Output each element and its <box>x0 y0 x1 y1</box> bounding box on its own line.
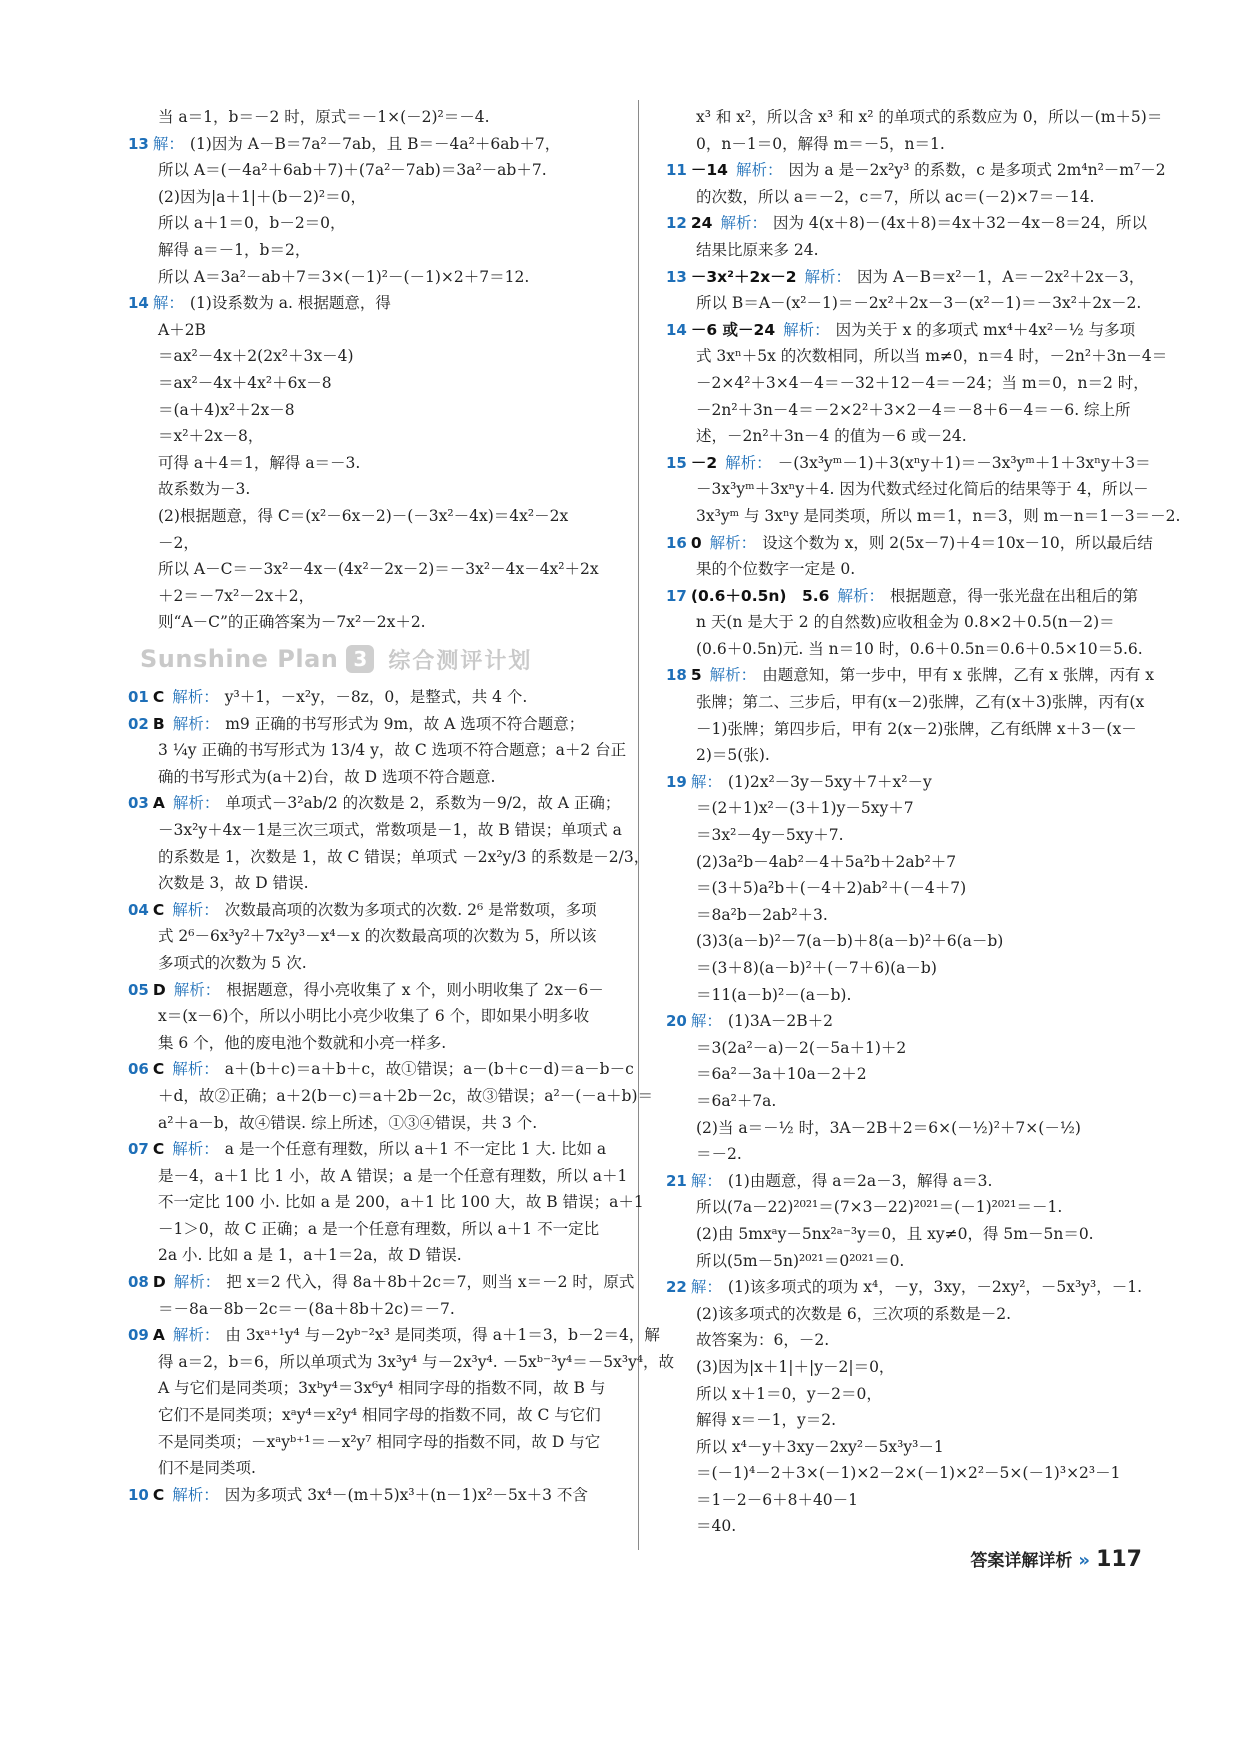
text-line <box>666 928 1156 955</box>
answer-item-start <box>666 1168 1156 1195</box>
line-text: 集 6 个，他的废电池个数就和小亮一样多. <box>158 1033 447 1052</box>
text-line <box>128 157 618 184</box>
answer-choice: －2 <box>690 453 718 472</box>
question-number: 08 <box>128 1273 149 1292</box>
line-text: 所以 A＝(－4a²＋6ab＋7)＋(7a²－7ab)＝3a²－ab＋7. <box>158 161 547 180</box>
text-line <box>128 1242 618 1269</box>
question-number: 21 <box>666 1171 687 1190</box>
line-text: 设这个数为 x，则 2(5x－7)＋4＝10x－10，所以最后结 <box>762 533 1153 552</box>
text-line <box>666 131 1156 158</box>
text-line <box>666 1381 1156 1408</box>
line-text: 所以(7a－22)²⁰²¹＝(7×3－22)²⁰²¹＝(－1)²⁰²¹＝－1. <box>696 1198 1063 1217</box>
answer-item-start <box>128 977 618 1004</box>
question-number: 13 <box>666 267 687 286</box>
line-text: 次数是 3，故 D 错误. <box>158 874 309 893</box>
question-number: 10 <box>128 1485 149 1504</box>
line-text: ＝3(2a²－a)－2(－5a＋1)＋2 <box>696 1038 907 1057</box>
answer-choice: －3x²＋2x－2 <box>690 267 797 286</box>
line-text: 根据题意，得小亮收集了 x 个，则小明收集了 2x－6－ <box>226 980 604 999</box>
text-line <box>666 503 1181 530</box>
question-number: 15 <box>666 453 687 472</box>
text-line <box>666 689 1156 716</box>
line-text: 式 2⁶－6x³y²＋7x²y³－x⁴－x 的次数最高项的次数为 5，所以该 <box>158 927 597 946</box>
text-line <box>128 476 618 503</box>
answer-item-start <box>128 1136 618 1163</box>
line-text: 2)＝5(张). <box>696 746 770 765</box>
line-text: 3 ¼y 正确的书写形式为 13/4 y，故 C 选项不符合题意；a＋2 台正 <box>158 741 627 760</box>
line-text: 所以 A－C＝－3x²－4x－(4x²－2x－2)＝－3x²－4x－4x²＋2x <box>158 560 599 579</box>
text-line <box>128 950 618 977</box>
line-text: 结果比原来多 24. <box>696 240 819 259</box>
line-text: 由题意知，第一步中，甲有 x 张牌，乙有 x 张牌，丙有 x <box>762 666 1155 685</box>
line-text: 式 3xⁿ＋5x 的次数相同，所以当 m≠0，n＝4 时，－2n²＋3n－4＝ <box>696 347 1168 366</box>
line-text: －3x²y＋4x－1是三次三项式，常数项是－1，故 B 错误；单项式 a <box>158 820 622 839</box>
text-line <box>128 343 618 370</box>
text-line <box>128 1003 618 1030</box>
text-line <box>666 1434 1156 1461</box>
text-line <box>666 795 1156 822</box>
line-text: m9 正确的书写形式为 9m，故 A 选项不符合题意； <box>225 714 585 733</box>
text-line <box>128 503 618 530</box>
text-line <box>128 817 622 844</box>
text-line <box>666 556 1156 583</box>
answer-choice: C <box>152 1060 165 1079</box>
line-text: 所以 a＋1＝0，b－2＝0， <box>158 214 346 233</box>
line-text: A＋2B <box>158 320 206 339</box>
banner-chinese-title: 综合测评计划 <box>388 648 533 674</box>
line-text: 2a 小. 比如 a 是 1，a＋1＝2a，故 D 错误. <box>158 1246 462 1265</box>
answer-item-start <box>128 684 618 711</box>
line-text: 不一定比 100 小. 比如 a 是 200，a＋1 比 100 大，故 B 错误；a＋1 <box>158 1193 644 1212</box>
line-text: 0，n－1＝0，解得 m＝－5，n＝1. <box>696 134 945 153</box>
text-line <box>128 870 618 897</box>
line-text: 它们不是同类项；xᵃy⁴＝x²y⁴ 相同字母的指数不同，故 C 与它们 <box>158 1406 601 1425</box>
line-text: 的次数，所以 a＝－2，c＝7，所以 ac＝(－2)×7＝－14. <box>696 187 1095 206</box>
line-text: －3x³yᵐ＋3xⁿy＋4. 因为代数式经过化简后的结果等于 4，所以－ <box>696 480 1149 499</box>
text-line <box>666 290 1156 317</box>
line-text: 单项式－3²ab/2 的次数是 2，系数为－9/2，故 A 正确； <box>225 794 621 813</box>
question-number: 14 <box>666 320 687 339</box>
question-number: 16 <box>666 533 687 552</box>
line-text: y³＋1，－x²y，－8z，0，是整式，共 4 个. <box>224 688 528 706</box>
question-number: 17 <box>666 586 687 605</box>
text-line <box>128 397 618 424</box>
answer-item-start <box>128 1269 635 1296</box>
footer-label: 答案详解详析 <box>970 1551 1073 1571</box>
line-text: 3x³yᵐ 与 3xⁿy 是同类项，所以 m＝1，n＝3，则 m－n＝1－3＝－2. <box>696 506 1181 525</box>
line-text: 们不是同类项. <box>158 1459 256 1478</box>
banner-english-title: Sunshine Plan <box>140 645 339 673</box>
analysis-label: 解析： <box>725 453 772 472</box>
text-line <box>666 1460 1156 1487</box>
line-text: 所以 B＝A－(x²－1)＝－2x²＋2x－3－(x²－1)＝－3x²＋2x－2. <box>696 294 1142 313</box>
answer-item-start <box>666 264 1156 291</box>
answer-item-start <box>128 1056 634 1083</box>
text-line <box>128 609 618 636</box>
line-text: ＝－8a－8b－2c＝－(8a＋8b＋2c)＝－7. <box>158 1299 455 1318</box>
line-text: 不是同类项；－xᵃyᵇ⁺¹＝－x²y⁷ 相同字母的指数不同，故 D 与它 <box>158 1432 601 1451</box>
question-number: 14 <box>128 294 149 313</box>
answer-choice: 5 <box>690 666 702 685</box>
text-line <box>128 530 618 557</box>
line-text: 确的书写形式为(a＋2)台，故 D 选项不符合题意. <box>158 767 496 786</box>
line-text: 故答案为：6，－2. <box>696 1331 830 1350</box>
text-line <box>128 104 618 131</box>
text-line <box>128 237 618 264</box>
analysis-label: 解析： <box>173 1273 221 1292</box>
banner-number-badge: 3 <box>346 645 374 673</box>
line-text: (3)3(a－b)²－7(a－b)＋8(a－b)²＋6(a－b) <box>696 932 1004 951</box>
text-line <box>128 1429 618 1456</box>
line-text: 所以(5m－5n)²⁰²¹＝0²⁰²¹＝0. <box>696 1251 905 1270</box>
line-text: －2n²＋3n－4＝－2×2²＋3×2－4＝－8＋6－4＝－6. 综上所 <box>696 400 1131 419</box>
line-text: 所以 x⁴－y＋3xy－2xy²－5x³y³－1 <box>696 1437 944 1456</box>
answer-item-start <box>666 210 1156 237</box>
text-line <box>666 636 1156 663</box>
line-text: (2)由 5mxᵃy－5nx²ᵃ⁻³y＝0，且 xy≠0，得 5m－5n＝0. <box>696 1224 1094 1243</box>
question-number: 19 <box>666 772 687 791</box>
line-text: a＋(b＋c)＝a＋b＋c，故①错误；a－(b＋c－d)＝a－b－c <box>224 1060 634 1079</box>
line-text: (0.6＋0.5n)元. 当 n＝10 时，0.6＋0.5n＝0.6＋0.5×10＝5.6. <box>696 639 1143 658</box>
answer-choice: A <box>152 1326 165 1345</box>
line-text: 的系数是 1，次数是 1，故 C 错误；单项式 －2x²y/3 的系数是－2/3， <box>158 847 650 866</box>
line-text: ＝－2. <box>696 1145 742 1164</box>
text-line <box>128 423 618 450</box>
line-text: 由 3xᵃ⁺¹y⁴ 与－2yᵇ⁻²x³ 是同类项，得 a＋1＝3，b－2＝4，解 <box>225 1326 660 1345</box>
line-text: 次数最高项的次数为多项式的次数. 2⁶ 是常数项，多项 <box>224 900 597 919</box>
line-text: (2)因为|a＋1|＋(b－2)²＝0， <box>158 187 366 206</box>
answer-choice: (0.6＋0.5n) 5.6 <box>690 586 830 605</box>
answer-item-start <box>666 662 1156 689</box>
text-line <box>128 1030 618 1057</box>
line-text: 当 a＝1，b＝－2 时，原式＝－1×(－2)²＝－4. <box>158 108 490 126</box>
line-text: 因为 a 是－2x²y³ 的系数，c 是多项式 2m⁴n²－m⁷－2 <box>788 161 1166 180</box>
text-line <box>128 1349 675 1376</box>
left-column <box>128 104 618 636</box>
line-text: ＝3x²－4y－5xy＋7. <box>696 826 844 845</box>
solution-label: 解： <box>690 1012 722 1031</box>
line-text: (2)当 a＝－½ 时，3A－2B＋2＝6×(－½)²＋7×(－½) <box>696 1118 1081 1137</box>
answer-choice: C <box>152 1140 165 1159</box>
analysis-label: 解析： <box>172 1326 220 1345</box>
line-text: ＝(3＋8)(a－b)²＋(－7＋6)(a－b) <box>696 959 937 977</box>
analysis-label: 解析： <box>735 161 783 180</box>
answer-item-start <box>666 1008 1156 1035</box>
line-text: ＝1－2－6＋8＋40－1 <box>696 1490 859 1509</box>
text-line <box>666 822 1156 849</box>
line-text: ＝6a²＋7a. <box>696 1091 777 1110</box>
answer-item-start <box>128 790 621 817</box>
text-line <box>666 1327 1156 1354</box>
answer-item-start <box>128 131 618 158</box>
text-line <box>666 184 1156 211</box>
text-line <box>128 1083 654 1110</box>
question-number: 13 <box>128 134 149 153</box>
section-banner <box>140 642 610 676</box>
answer-item-start <box>666 1274 1156 1301</box>
text-line <box>666 1035 1156 1062</box>
analysis-label: 解析： <box>172 1485 219 1504</box>
line-text: 因为多项式 3x⁴－(m＋5)x³＋(n－1)x²－5x＋3 不含 <box>224 1485 588 1504</box>
line-text: －(3x³yᵐ－1)＋3(xⁿy＋1)＝－3x³yᵐ＋1＋3xⁿy＋3＝ <box>777 453 1151 472</box>
right-column <box>666 104 1181 1540</box>
answer-item-start <box>666 317 1156 344</box>
line-text: 把 x＝2 代入，得 8a＋8b＋2c＝7，则当 x＝－2 时，原式 <box>226 1273 635 1292</box>
text-line <box>666 1248 1156 1275</box>
line-text: ＋2＝－7x²－2x＋2， <box>158 586 315 605</box>
line-text: 得 a＝2，b＝6，所以单项式为 3x³y⁴ 与－2x³y⁴. －5xᵇ⁻³y⁴＝－5x³y⁴，故 <box>158 1352 675 1371</box>
line-text: (2)根据题意，得 C＝(x²－6x－2)－(－3x²－4x)＝4x²－2x <box>158 506 569 525</box>
line-text: 多项式的次数为 5 次. <box>158 953 307 972</box>
line-text: a 是一个任意有理数，所以 a＋1 不一定比 1 大. 比如 a <box>224 1140 607 1159</box>
question-number: 20 <box>666 1012 687 1031</box>
analysis-label: 解析： <box>709 533 757 552</box>
line-text: (1)2x²－3y－5xy＋7＋x²－y <box>727 772 932 791</box>
analysis-label: 解析： <box>837 586 884 605</box>
text-line <box>128 184 618 211</box>
answer-choice: B <box>152 714 165 733</box>
line-text: a²＋a－b，故④错误. 综上所述，①③④错误，共 3 个. <box>158 1113 538 1132</box>
answer-choice: C <box>152 900 165 919</box>
answer-choice: 24 <box>690 214 713 233</box>
text-line <box>666 1513 1156 1540</box>
text-line <box>666 104 1163 131</box>
line-text: 因为 4(x＋8)－(4x＋8)＝4x＋32－4x－8＝24，所以 <box>772 214 1148 233</box>
answer-item-start <box>128 897 618 924</box>
line-text: ＝ax²－4x＋4x²＋6x－8 <box>158 373 332 392</box>
question-number: 12 <box>666 214 687 233</box>
text-line <box>666 343 1168 370</box>
text-line <box>128 1455 618 1482</box>
answer-choice: C <box>152 688 165 706</box>
answer-choice: C <box>152 1485 165 1504</box>
answer-item-start <box>128 1322 660 1349</box>
text-line <box>666 237 1156 264</box>
line-text: (1)该多项式的项为 x⁴，－y，3xy，－2xy²，－5x³y³，－1. <box>727 1278 1142 1297</box>
text-line <box>666 902 1156 929</box>
text-line <box>666 1061 1156 1088</box>
line-text: 则“A－C”的正确答案为－7x²－2x＋2. <box>158 613 426 632</box>
answer-choice: －14 <box>690 161 728 180</box>
answer-choice: D <box>152 1273 166 1292</box>
line-text: －1)张牌；第四步后，甲有 2(x－2)张牌，乙有纸牌 x＋3－(x－ <box>696 719 1137 738</box>
left-column-continued <box>128 684 675 1508</box>
text-line <box>128 583 618 610</box>
text-line <box>666 1407 1156 1434</box>
answer-choice: －6 或－24 <box>690 320 776 339</box>
line-text: ＝(a＋4)x²＋2x－8 <box>158 400 295 419</box>
line-text: 述，－2n²＋3n－4 的值为－6 或－24. <box>696 427 967 446</box>
text-line <box>128 737 627 764</box>
text-line <box>128 1296 618 1323</box>
answer-item-start <box>666 769 1156 796</box>
analysis-label: 解析： <box>172 1140 219 1159</box>
line-text: (1)3A－2B＋2 <box>727 1012 834 1031</box>
text-line <box>128 1375 618 1402</box>
text-line <box>666 476 1156 503</box>
answer-item-start <box>666 450 1156 477</box>
line-text: x＝(x－6)个，所以小明比小亮少收集了 6 个，即如果小明多收 <box>158 1007 590 1026</box>
answer-item-start <box>128 711 618 738</box>
analysis-label: 解析： <box>172 1060 219 1079</box>
line-text: ＝x²＋2x－8， <box>158 427 264 446</box>
line-text: 因为关于 x 的多项式 mx⁴＋4x²－½ 与多项 <box>835 320 1136 339</box>
page-number: 117 <box>1096 1547 1142 1572</box>
analysis-label: 解析： <box>172 714 220 733</box>
line-text: (1)设系数为 a. 根据题意，得 <box>189 294 391 313</box>
line-text: 解得 x＝－1，y＝2. <box>696 1411 837 1430</box>
line-text: ＝(－1)⁴－2＋3×(－1)×2－2×(－1)×2²－5×(－1)³×2³－1 <box>696 1464 1121 1483</box>
text-line <box>666 609 1156 636</box>
text-line <box>128 1402 618 1429</box>
line-text: －1＞0，故 C 正确；a 是一个任意有理数，所以 a＋1 不一定比 <box>158 1219 600 1238</box>
line-text: 果的个位数字一定是 0. <box>696 560 856 579</box>
line-text: 所以 x＋1＝0，y－2＝0， <box>696 1384 882 1403</box>
question-number: 04 <box>128 900 149 919</box>
line-text: 所以 A＝3a²－ab＋7＝3×(－1)²－(－1)×2＋7＝12. <box>158 267 530 286</box>
text-line <box>128 264 618 291</box>
line-text: 故系数为－3. <box>158 480 251 499</box>
text-line <box>666 716 1156 743</box>
analysis-label: 解析： <box>804 267 852 286</box>
text-line <box>128 844 650 871</box>
answer-item-start <box>128 290 618 317</box>
line-text: n 天(n 是大于 2 的自然数)应收租金为 0.8×2＋0.5(n－2)＝ <box>696 613 1115 632</box>
answer-choice: A <box>152 794 165 813</box>
line-text: (2)3a²b－4ab²－4＋5a²b＋2ab²＋7 <box>696 852 957 871</box>
text-line <box>128 450 618 477</box>
answer-item-start <box>666 583 1156 610</box>
line-text: (1)由题意，得 a＝2a－3，解得 a＝3. <box>727 1171 993 1190</box>
line-text: 张牌；第二、三步后，甲有(x－2)张牌，乙有(x＋3)张牌，丙有(x <box>696 693 1145 712</box>
analysis-label: 解析： <box>172 900 219 919</box>
line-text: A 与它们是同类项；3xᵇy⁴＝3x⁶y⁴ 相同字母的指数不同，故 B 与 <box>158 1379 606 1398</box>
analysis-label: 解析： <box>720 214 767 233</box>
double-chevron-icon: » <box>1078 1550 1091 1571</box>
line-text: 因为 A－B＝x²－1，A＝－2x²＋2x－3， <box>857 267 1145 286</box>
answer-choice: 0 <box>690 533 702 552</box>
text-line <box>666 875 1156 902</box>
line-text: －2×4²＋3×4－4＝－32＋12－4＝－24；当 m＝0，n＝2 时， <box>696 373 1149 392</box>
analysis-label: 解析： <box>709 666 757 685</box>
question-number: 06 <box>128 1060 149 1079</box>
line-text: 根据题意，得一张光盘在出租后的第 <box>889 586 1138 605</box>
line-text: ＝(2＋1)x²－(3＋1)y－5xy＋7 <box>696 799 914 818</box>
question-number: 18 <box>666 666 687 685</box>
answer-choice: D <box>152 980 166 999</box>
line-text: ＝6a²－3a＋10a－2＋2 <box>696 1065 867 1084</box>
line-text: 是－4，a＋1 比 1 小，故 A 错误；a 是一个任意有理数，所以 a＋1 <box>158 1166 628 1185</box>
answer-item-start <box>128 1482 618 1509</box>
text-line <box>128 923 618 950</box>
analysis-label: 解析： <box>173 980 221 999</box>
text-line <box>666 955 1156 982</box>
page-footer <box>970 1546 1142 1572</box>
text-line <box>666 982 1156 1009</box>
text-line <box>128 1189 644 1216</box>
text-line <box>666 742 1156 769</box>
line-text: －2， <box>158 533 199 552</box>
question-number: 22 <box>666 1278 687 1297</box>
text-line <box>128 556 618 583</box>
text-line <box>666 1354 1156 1381</box>
analysis-label: 解析： <box>172 688 219 706</box>
text-line <box>666 423 1156 450</box>
line-text: ＝(3＋5)a²b＋(－4＋2)ab²＋(－4＋7) <box>696 879 967 898</box>
text-line <box>666 397 1156 424</box>
question-number: 09 <box>128 1326 149 1345</box>
line-text: ＝40. <box>696 1517 737 1536</box>
line-text: ＝11(a－b)²－(a－b). <box>696 985 852 1004</box>
line-text: 解得 a＝－1，b＝2， <box>158 240 311 259</box>
text-line <box>666 1221 1156 1248</box>
answer-item-start <box>666 157 1166 184</box>
solution-label: 解： <box>690 1171 722 1190</box>
text-line <box>666 1115 1156 1142</box>
text-line <box>666 1301 1156 1328</box>
line-text: ＋d，故②正确；a＋2(b－c)＝a＋2b－2c，故③错误；a²－(－a＋b)＝ <box>158 1086 654 1105</box>
question-number: 11 <box>666 161 687 180</box>
line-text: ＝ax²－4x＋2(2x²＋3x－4) <box>158 347 354 366</box>
line-text: (3)因为|x＋1|＋|y－2|＝0， <box>696 1357 895 1376</box>
text-line <box>128 317 618 344</box>
text-line <box>128 764 618 791</box>
question-number: 07 <box>128 1140 149 1159</box>
text-line <box>128 370 618 397</box>
text-line <box>666 1141 1156 1168</box>
text-line <box>128 1163 628 1190</box>
question-number: 02 <box>128 714 149 733</box>
text-line <box>128 1110 618 1137</box>
question-number: 03 <box>128 794 149 813</box>
text-line <box>666 370 1156 397</box>
text-line <box>666 1088 1156 1115</box>
line-text: x³ 和 x²，所以含 x³ 和 x² 的单项式的系数应为 0，所以－(m＋5)＝ <box>696 108 1163 126</box>
solution-label: 解： <box>152 294 184 313</box>
text-line <box>666 1487 1156 1514</box>
answer-item-start <box>666 530 1156 557</box>
analysis-label: 解析： <box>783 320 830 339</box>
text-line <box>128 210 618 237</box>
question-number: 01 <box>128 688 149 706</box>
text-line <box>666 1194 1156 1221</box>
solution-label: 解： <box>690 772 722 791</box>
line-text: ＝8a²b－2ab²＋3. <box>696 905 828 924</box>
line-text: 可得 a＋4＝1，解得 a＝－3. <box>158 453 361 472</box>
solution-label: 解： <box>690 1278 722 1297</box>
line-text: (2)该多项式的次数是 6，三次项的系数是－2. <box>696 1304 1012 1323</box>
text-line <box>666 849 1156 876</box>
text-line <box>128 1216 618 1243</box>
question-number: 05 <box>128 980 149 999</box>
line-text: (1)因为 A－B＝7a²－7ab，且 B＝－4a²＋6ab＋7， <box>189 134 561 153</box>
analysis-label: 解析： <box>172 794 220 813</box>
solution-label: 解： <box>152 134 184 153</box>
